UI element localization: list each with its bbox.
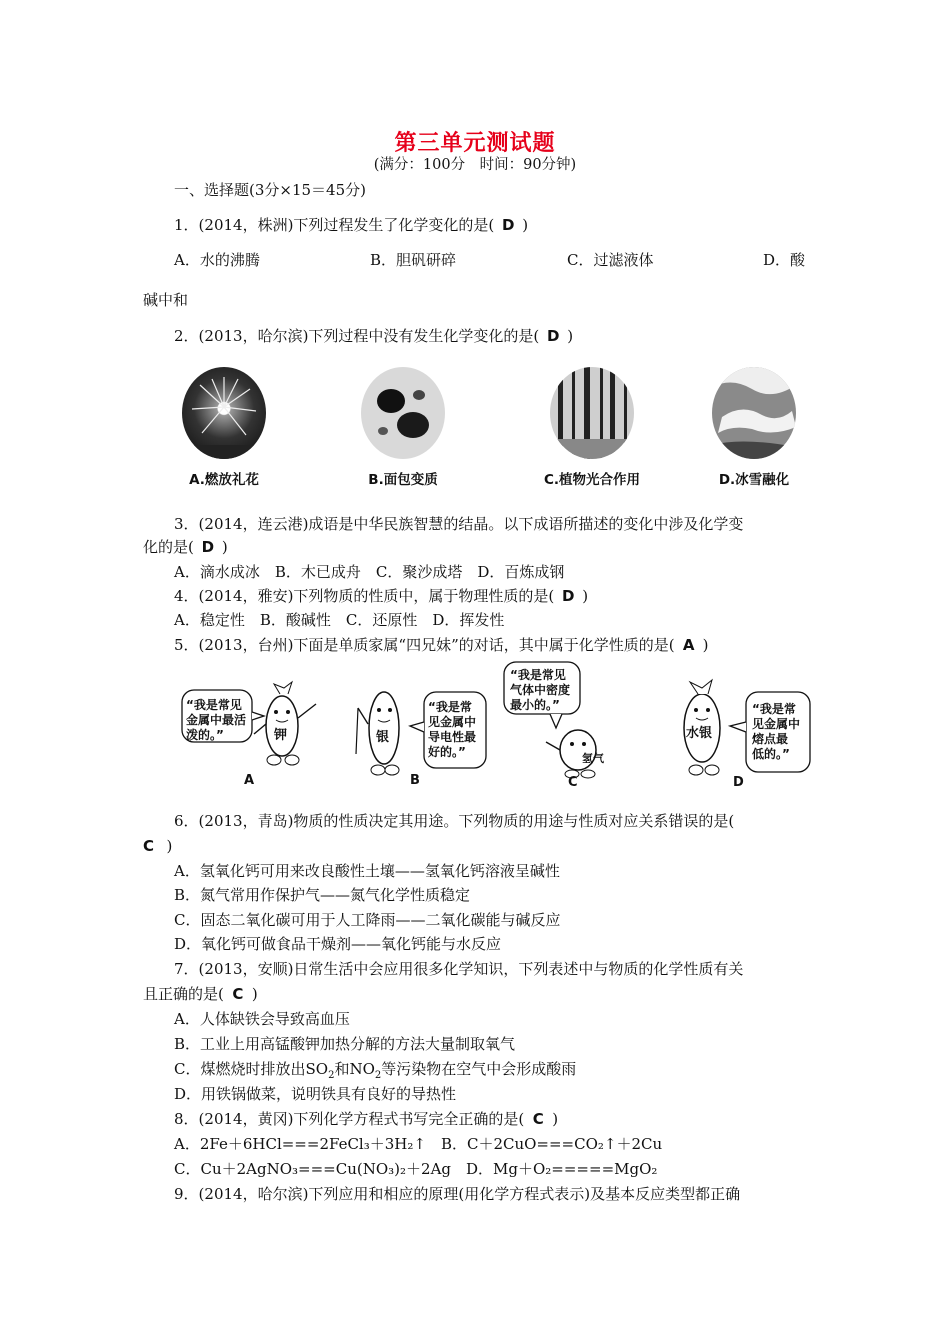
q5-card-b-name: 银	[376, 730, 390, 745]
q5-label-c: C	[568, 775, 578, 790]
q4-options: A．稳定性 B．酸碱性 C．还原性 D．挥发性	[174, 611, 505, 629]
q5-stem: 5．(2013，台州)下面是单质家属“四兄妹”的对话，其中属于化学性质的是( A )	[174, 636, 709, 654]
q6-option-d: D．氧化钙可做食品干燥剂——氧化钙能与水反应	[174, 935, 502, 953]
q8-answer: C	[532, 1110, 544, 1128]
page-title: 第三单元测试题	[394, 131, 556, 156]
q5-card-c-name: 氢气	[582, 752, 604, 765]
q5-card-a	[180, 668, 330, 792]
q5-card-d	[668, 664, 818, 792]
q6-answer: C	[143, 837, 155, 855]
q2-caption-a: A.燃放礼花	[189, 472, 259, 488]
q8-options-line1: A．2Fe＋6HCl===2FeCl₃＋3H₂↑ B．C＋2CuO===CO₂↑＋2Cu	[174, 1135, 663, 1153]
q1-stem: 1．(2014，株洲)下列过程发生了化学变化的是( D )	[174, 216, 529, 234]
q5-answer: A	[682, 636, 695, 654]
q7-stem-line2: 且正确的是( C )	[143, 985, 258, 1003]
q6-option-b: B．氮气常用作保护气——氮气化学性质稳定	[174, 886, 471, 904]
q2-stem: 2．(2013，哈尔滨)下列过程中没有发生化学变化的是( D )	[174, 327, 574, 345]
q5-card-c	[500, 656, 640, 792]
melting-snow-image	[712, 367, 796, 459]
q1-option-d: D．酸	[763, 251, 806, 269]
q7-option-a: A．人体缺铁会导致高血压	[174, 1010, 350, 1028]
q3-options: A．滴水成冰 B．木已成舟 C．聚沙成塔 D．百炼成钢	[174, 563, 565, 581]
q7-option-c: C．煤燃烧时排放出$SO_2$和$NO_2$等污染物在空气中会形成酸雨	[174, 1060, 577, 1081]
q1-answer: D	[502, 216, 515, 234]
q7-option-b: B．工业上用高锰酸钾加热分解的方法大量制取氧气	[174, 1035, 516, 1053]
q5-card-b	[352, 662, 492, 792]
q5-card-d-name: 水银	[686, 726, 713, 741]
q5-card-a-bubble: “我是常见 金属中最活 泼的。”	[186, 698, 247, 742]
q5-card-c-bubble: “我是常见 气体中密度 最小的。”	[510, 668, 571, 712]
q6-option-c: C．固态二氧化碳可用于人工降雨——二氧化碳能与碱反应	[174, 911, 561, 929]
moldy-bread-image	[361, 367, 445, 459]
q2-caption-c: C.植物光合作用	[543, 472, 641, 488]
q6-answer-line: C )	[143, 837, 173, 855]
q5-label-d: D	[733, 775, 744, 790]
q7-stem-line1: 7．(2013，安顺)日常生活中会应用很多化学知识，下列表述中与物质的化学性质有关	[174, 960, 744, 978]
forest-photosynthesis-image	[550, 367, 634, 459]
q6-stem: 6．(2013，青岛)物质的性质决定其用途。下列物质的用途与性质对应关系错误的是(	[174, 812, 735, 830]
q4-answer: D	[562, 587, 575, 605]
q7-answer: C	[232, 985, 244, 1003]
q3-stem-line2: 化的是( D )	[143, 538, 228, 556]
q5-card-a-name: 钾	[274, 728, 288, 743]
q8-options-line2: C．Cu＋2AgNO₃===Cu(NO₃)₂＋2Ag D．Mg＋O₂=====MgO₂	[174, 1160, 658, 1178]
q2-caption-d: D.冰雪融化	[718, 472, 790, 488]
q1-option-d-continued: 碱中和	[143, 291, 189, 309]
q3-stem-line1: 3．(2014，连云港)成语是中华民族智慧的结晶。以下成语所描述的变化中涉及化学变	[174, 515, 744, 533]
fireworks-image	[182, 367, 266, 459]
q5-card-d-bubble: “我是常 见金属中 熔点最 低的。”	[752, 702, 801, 761]
q2-caption-b: B.面包变质	[368, 472, 438, 488]
q4-stem: 4．(2014，雅安)下列物质的性质中，属于物理性质的是( D )	[174, 587, 589, 605]
q1-option-c: C．过滤液体	[567, 251, 654, 269]
q3-answer: D	[201, 538, 215, 556]
q5-card-b-bubble: “我是常 见金属中 导电性最 好的。”	[428, 700, 477, 759]
q2-answer: D	[547, 327, 560, 345]
q6-option-a: A．氢氧化钙可用来改良酸性土壤——氢氧化钙溶液呈碱性	[174, 862, 560, 880]
q1-option-b: B．胆矾研碎	[370, 251, 457, 269]
q9-stem: 9．(2014，哈尔滨)下列应用和相应的原理(用化学方程式表示)及基本反应类型都正确	[174, 1185, 741, 1203]
q1-option-a: A．水的沸腾	[174, 251, 260, 269]
q8-stem: 8．(2014，黄冈)下列化学方程式书写完全正确的是( C )	[174, 1110, 559, 1128]
q5-label-b: B	[410, 773, 420, 788]
q7-option-d: D．用铁锅做菜，说明铁具有良好的导热性	[174, 1085, 457, 1103]
page-subtitle: (满分：100分 时间：90分钟)	[373, 157, 577, 173]
q5-label-a: A	[244, 773, 255, 788]
section-heading: 一、选择题(3分×15＝45分)	[174, 181, 366, 199]
